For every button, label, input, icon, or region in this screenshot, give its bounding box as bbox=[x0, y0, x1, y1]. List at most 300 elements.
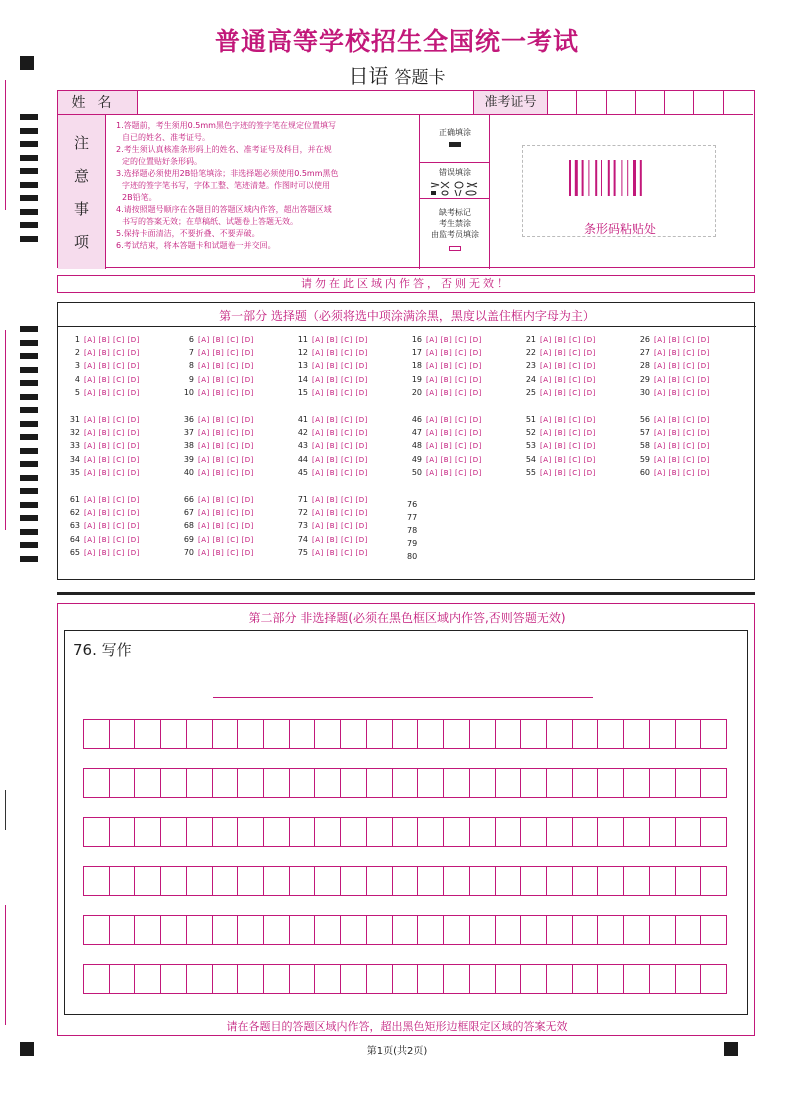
choice-question[interactable] bbox=[66, 468, 140, 477]
answer-options[interactable]: [A] [B] [C] [D] bbox=[654, 388, 710, 397]
writing-grid-cell[interactable] bbox=[521, 720, 547, 748]
answer-options[interactable]: [A] [B] [C] [D] bbox=[540, 416, 596, 424]
writing-grid-cell[interactable] bbox=[84, 720, 110, 748]
choice-question[interactable] bbox=[66, 548, 140, 557]
writing-grid-cell[interactable] bbox=[598, 867, 624, 895]
choice-question[interactable] bbox=[294, 388, 368, 397]
writing-grid-cell[interactable] bbox=[573, 769, 599, 797]
writing-grid-cell[interactable] bbox=[84, 818, 110, 846]
choice-question[interactable] bbox=[522, 388, 596, 397]
choice-question[interactable] bbox=[180, 428, 254, 437]
answer-options[interactable]: [A] [B] [C] [D] bbox=[654, 429, 710, 438]
answer-options[interactable]: [A] [B] [C] [D] bbox=[198, 496, 254, 504]
choice-question[interactable] bbox=[180, 361, 254, 370]
choice-question[interactable] bbox=[180, 348, 254, 357]
choice-question[interactable] bbox=[636, 388, 710, 397]
choice-question[interactable] bbox=[636, 415, 710, 424]
writing-grid-cell[interactable] bbox=[290, 965, 316, 993]
answer-options[interactable]: [A] [B] [C] [D] bbox=[426, 388, 482, 397]
answer-options[interactable]: [A] [B] [C] [D] bbox=[540, 336, 596, 344]
choice-question[interactable] bbox=[408, 441, 482, 450]
answer-options[interactable]: [A] [B] [C] [D] bbox=[198, 349, 254, 358]
writing-grid-cell[interactable] bbox=[470, 916, 496, 944]
writing-grid-cell[interactable] bbox=[238, 965, 264, 993]
writing-grid-cell[interactable] bbox=[315, 720, 341, 748]
writing-grid-cell[interactable] bbox=[496, 720, 522, 748]
writing-grid-cell[interactable] bbox=[135, 867, 161, 895]
choice-question[interactable] bbox=[522, 415, 596, 424]
writing-grid-cell[interactable] bbox=[110, 916, 136, 944]
answer-options[interactable]: [A] [B] [C] [D] bbox=[198, 336, 254, 344]
choice-question[interactable] bbox=[66, 415, 140, 424]
writing-grid-cell[interactable] bbox=[418, 867, 444, 895]
choice-question[interactable] bbox=[180, 521, 254, 530]
writing-grid-cell[interactable] bbox=[135, 720, 161, 748]
writing-grid-cell[interactable] bbox=[110, 720, 136, 748]
writing-grid-cell[interactable] bbox=[470, 720, 496, 748]
answer-options[interactable]: [A] [B] [C] [D] bbox=[426, 468, 482, 477]
writing-grid-cell[interactable] bbox=[496, 916, 522, 944]
choice-question[interactable] bbox=[66, 535, 140, 544]
answer-options[interactable]: [A] [B] [C] [D] bbox=[426, 336, 482, 344]
writing-grid-cell[interactable] bbox=[84, 965, 110, 993]
choice-question[interactable] bbox=[408, 415, 482, 424]
answer-options[interactable]: [A] [B] [C] [D] bbox=[84, 522, 140, 531]
choice-question[interactable] bbox=[66, 428, 140, 437]
choice-question[interactable] bbox=[180, 495, 254, 504]
writing-grid-cell[interactable] bbox=[135, 965, 161, 993]
answer-options[interactable]: [A] [B] [C] [D] bbox=[198, 535, 254, 544]
choice-question[interactable] bbox=[66, 361, 140, 370]
writing-grid-cell[interactable] bbox=[573, 818, 599, 846]
writing-grid-cell[interactable] bbox=[598, 818, 624, 846]
writing-grid-cell[interactable] bbox=[624, 916, 650, 944]
writing-grid-cell[interactable] bbox=[496, 867, 522, 895]
answer-options[interactable]: [A] [B] [C] [D] bbox=[654, 362, 710, 371]
writing-grid-cell[interactable] bbox=[418, 818, 444, 846]
answer-options[interactable]: [A] [B] [C] [D] bbox=[84, 336, 140, 344]
answer-options[interactable]: [A] [B] [C] [D] bbox=[198, 468, 254, 477]
writing-grid-cell[interactable] bbox=[547, 867, 573, 895]
writing-grid-cell[interactable] bbox=[341, 720, 367, 748]
choice-question[interactable] bbox=[408, 455, 482, 464]
writing-grid-cell[interactable] bbox=[341, 916, 367, 944]
answer-options[interactable]: [A] [B] [C] [D] bbox=[540, 362, 596, 371]
writing-grid-cell[interactable] bbox=[444, 769, 470, 797]
writing-grid-cell[interactable] bbox=[496, 965, 522, 993]
choice-question[interactable] bbox=[408, 361, 482, 370]
answer-options[interactable]: [A] [B] [C] [D] bbox=[312, 468, 368, 477]
writing-grid-cell[interactable] bbox=[598, 916, 624, 944]
choice-question[interactable] bbox=[180, 388, 254, 397]
answer-options[interactable]: [A] [B] [C] [D] bbox=[540, 442, 596, 451]
writing-grid-cell[interactable] bbox=[341, 818, 367, 846]
writing-grid-cell[interactable] bbox=[598, 965, 624, 993]
answer-options[interactable]: [A] [B] [C] [D] bbox=[426, 375, 482, 384]
writing-grid-cell[interactable] bbox=[650, 867, 676, 895]
writing-grid-cell[interactable] bbox=[624, 769, 650, 797]
choice-question[interactable] bbox=[180, 441, 254, 450]
writing-grid-cell[interactable] bbox=[110, 769, 136, 797]
writing-grid-cell[interactable] bbox=[521, 818, 547, 846]
answer-options[interactable]: [A] [B] [C] [D] bbox=[198, 388, 254, 397]
writing-grid-cell[interactable] bbox=[547, 916, 573, 944]
writing-grid-cell[interactable] bbox=[701, 769, 726, 797]
writing-grid-cell[interactable] bbox=[161, 769, 187, 797]
writing-grid-cell[interactable] bbox=[238, 916, 264, 944]
writing-grid-cell[interactable] bbox=[161, 867, 187, 895]
writing-grid-cell[interactable] bbox=[213, 965, 239, 993]
writing-grid-cell[interactable] bbox=[624, 867, 650, 895]
writing-grid-cell[interactable] bbox=[238, 867, 264, 895]
writing-grid-cell[interactable] bbox=[213, 867, 239, 895]
answer-options[interactable]: [A] [B] [C] [D] bbox=[312, 522, 368, 531]
writing-grid-cell[interactable] bbox=[470, 965, 496, 993]
writing-grid-cell[interactable] bbox=[110, 818, 136, 846]
answer-options[interactable]: [A] [B] [C] [D] bbox=[198, 548, 254, 557]
absent-checkbox[interactable] bbox=[449, 246, 461, 251]
answer-options[interactable]: [A] [B] [C] [D] bbox=[426, 362, 482, 371]
writing-grid-cell[interactable] bbox=[161, 916, 187, 944]
writing-grid-cell[interactable] bbox=[496, 818, 522, 846]
writing-grid-cell[interactable] bbox=[161, 720, 187, 748]
choice-question[interactable] bbox=[66, 388, 140, 397]
writing-grid-cell[interactable] bbox=[84, 769, 110, 797]
writing-grid-cell[interactable] bbox=[650, 769, 676, 797]
choice-question[interactable] bbox=[294, 375, 368, 384]
writing-grid-cell[interactable] bbox=[444, 720, 470, 748]
exam-number-box[interactable] bbox=[577, 91, 606, 115]
writing-grid-cell[interactable] bbox=[264, 916, 290, 944]
writing-grid-cell[interactable] bbox=[315, 867, 341, 895]
writing-grid-row[interactable] bbox=[83, 964, 727, 994]
writing-grid-cell[interactable] bbox=[238, 818, 264, 846]
writing-grid-cell[interactable] bbox=[418, 965, 444, 993]
exam-number-box[interactable] bbox=[548, 91, 577, 115]
choice-question[interactable] bbox=[66, 348, 140, 357]
choice-question[interactable] bbox=[294, 455, 368, 464]
choice-question[interactable] bbox=[180, 468, 254, 477]
writing-grid-cell[interactable] bbox=[650, 720, 676, 748]
choice-question[interactable] bbox=[66, 521, 140, 530]
writing-grid-cell[interactable] bbox=[573, 867, 599, 895]
exam-number-box[interactable] bbox=[724, 91, 753, 115]
writing-grid-cell[interactable] bbox=[213, 769, 239, 797]
choice-question[interactable] bbox=[636, 335, 710, 344]
answer-options[interactable]: [A] [B] [C] [D] bbox=[540, 468, 596, 477]
choice-question[interactable] bbox=[522, 441, 596, 450]
answer-options[interactable]: [A] [B] [C] [D] bbox=[654, 416, 710, 424]
answer-options[interactable]: [A] [B] [C] [D] bbox=[198, 509, 254, 518]
writing-grid-cell[interactable] bbox=[393, 965, 419, 993]
writing-grid-cell[interactable] bbox=[573, 916, 599, 944]
choice-question[interactable] bbox=[180, 455, 254, 464]
choice-question[interactable] bbox=[636, 348, 710, 357]
answer-options[interactable]: [A] [B] [C] [D] bbox=[540, 349, 596, 358]
writing-grid-cell[interactable] bbox=[418, 769, 444, 797]
answer-options[interactable]: [A] [B] [C] [D] bbox=[84, 349, 140, 358]
writing-grid-cell[interactable] bbox=[315, 769, 341, 797]
essay-title-line[interactable] bbox=[213, 697, 593, 698]
writing-grid-cell[interactable] bbox=[676, 818, 702, 846]
choice-question[interactable] bbox=[522, 375, 596, 384]
choice-question[interactable] bbox=[522, 428, 596, 437]
writing-grid-cell[interactable] bbox=[341, 769, 367, 797]
exam-number-box[interactable] bbox=[607, 91, 636, 115]
writing-grid-cell[interactable] bbox=[650, 818, 676, 846]
writing-grid-cell[interactable] bbox=[264, 769, 290, 797]
choice-question[interactable] bbox=[66, 508, 140, 517]
writing-grid-cell[interactable] bbox=[264, 818, 290, 846]
writing-grid-cell[interactable] bbox=[290, 818, 316, 846]
answer-options[interactable]: [A] [B] [C] [D] bbox=[198, 455, 254, 464]
answer-options[interactable]: [A] [B] [C] [D] bbox=[198, 429, 254, 438]
writing-grid-cell[interactable] bbox=[444, 965, 470, 993]
answer-options[interactable]: [A] [B] [C] [D] bbox=[426, 442, 482, 451]
writing-grid-cell[interactable] bbox=[264, 965, 290, 993]
choice-question[interactable] bbox=[522, 455, 596, 464]
writing-grid-cell[interactable] bbox=[187, 769, 213, 797]
answer-options[interactable]: [A] [B] [C] [D] bbox=[84, 455, 140, 464]
writing-grid-cell[interactable] bbox=[701, 720, 726, 748]
writing-grid-cell[interactable] bbox=[598, 769, 624, 797]
answer-options[interactable]: [A] [B] [C] [D] bbox=[654, 336, 710, 344]
writing-grid-cell[interactable] bbox=[624, 965, 650, 993]
choice-question[interactable] bbox=[636, 375, 710, 384]
writing-grid-cell[interactable] bbox=[161, 965, 187, 993]
writing-grid-cell[interactable] bbox=[547, 965, 573, 993]
answer-options[interactable]: [A] [B] [C] [D] bbox=[84, 388, 140, 397]
choice-question[interactable] bbox=[294, 548, 368, 557]
answer-options[interactable]: [A] [B] [C] [D] bbox=[654, 455, 710, 464]
writing-grid-row[interactable] bbox=[83, 817, 727, 847]
writing-grid-cell[interactable] bbox=[701, 818, 726, 846]
writing-grid-cell[interactable] bbox=[444, 916, 470, 944]
choice-question[interactable] bbox=[408, 468, 482, 477]
choice-question[interactable] bbox=[636, 361, 710, 370]
answer-options[interactable]: [A] [B] [C] [D] bbox=[84, 496, 140, 504]
answer-options[interactable]: [A] [B] [C] [D] bbox=[426, 416, 482, 424]
answer-options[interactable]: [A] [B] [C] [D] bbox=[654, 349, 710, 358]
writing-grid-cell[interactable] bbox=[367, 720, 393, 748]
writing-grid-cell[interactable] bbox=[264, 867, 290, 895]
writing-grid-cell[interactable] bbox=[650, 916, 676, 944]
writing-grid-cell[interactable] bbox=[470, 818, 496, 846]
writing-grid-cell[interactable] bbox=[547, 720, 573, 748]
answer-options[interactable]: [A] [B] [C] [D] bbox=[312, 429, 368, 438]
writing-grid-cell[interactable] bbox=[238, 720, 264, 748]
answer-options[interactable]: [A] [B] [C] [D] bbox=[426, 455, 482, 464]
writing-grid-cell[interactable] bbox=[547, 818, 573, 846]
writing-grid-row[interactable] bbox=[83, 915, 727, 945]
writing-grid-cell[interactable] bbox=[393, 769, 419, 797]
answer-options[interactable]: [A] [B] [C] [D] bbox=[426, 429, 482, 438]
choice-question[interactable] bbox=[522, 468, 596, 477]
writing-grid-cell[interactable] bbox=[238, 769, 264, 797]
answer-options[interactable]: [A] [B] [C] [D] bbox=[84, 362, 140, 371]
answer-options[interactable]: [A] [B] [C] [D] bbox=[84, 535, 140, 544]
choice-question[interactable] bbox=[66, 375, 140, 384]
writing-grid-cell[interactable] bbox=[470, 867, 496, 895]
writing-grid-cell[interactable] bbox=[393, 867, 419, 895]
answer-options[interactable]: [A] [B] [C] [D] bbox=[540, 429, 596, 438]
writing-grid-cell[interactable] bbox=[496, 769, 522, 797]
writing-grid-cell[interactable] bbox=[701, 965, 726, 993]
writing-grid-cell[interactable] bbox=[418, 916, 444, 944]
writing-grid-cell[interactable] bbox=[161, 818, 187, 846]
choice-question[interactable] bbox=[294, 495, 368, 504]
choice-question[interactable] bbox=[180, 335, 254, 344]
writing-grid-cell[interactable] bbox=[701, 867, 726, 895]
writing-grid-cell[interactable] bbox=[624, 818, 650, 846]
writing-grid-cell[interactable] bbox=[84, 867, 110, 895]
writing-grid-cell[interactable] bbox=[676, 916, 702, 944]
choice-question[interactable] bbox=[636, 455, 710, 464]
writing-grid-cell[interactable] bbox=[187, 916, 213, 944]
writing-grid-row[interactable] bbox=[83, 866, 727, 896]
writing-grid-cell[interactable] bbox=[315, 818, 341, 846]
answer-options[interactable]: [A] [B] [C] [D] bbox=[312, 336, 368, 344]
answer-options[interactable]: [A] [B] [C] [D] bbox=[312, 375, 368, 384]
answer-options[interactable]: [A] [B] [C] [D] bbox=[84, 416, 140, 424]
choice-question[interactable] bbox=[522, 335, 596, 344]
answer-options[interactable]: [A] [B] [C] [D] bbox=[84, 548, 140, 557]
writing-grid-row[interactable] bbox=[83, 768, 727, 798]
writing-grid-cell[interactable] bbox=[213, 916, 239, 944]
answer-options[interactable]: [A] [B] [C] [D] bbox=[312, 416, 368, 424]
choice-question[interactable] bbox=[294, 348, 368, 357]
writing-grid-cell[interactable] bbox=[676, 720, 702, 748]
choice-question[interactable] bbox=[408, 335, 482, 344]
writing-grid-cell[interactable] bbox=[367, 818, 393, 846]
writing-grid-cell[interactable] bbox=[290, 769, 316, 797]
answer-options[interactable]: [A] [B] [C] [D] bbox=[84, 442, 140, 451]
choice-question[interactable] bbox=[408, 428, 482, 437]
writing-grid-cell[interactable] bbox=[213, 720, 239, 748]
choice-question[interactable] bbox=[180, 415, 254, 424]
writing-grid-cell[interactable] bbox=[393, 916, 419, 944]
answer-options[interactable]: [A] [B] [C] [D] bbox=[426, 349, 482, 358]
writing-grid-cell[interactable] bbox=[547, 769, 573, 797]
choice-question[interactable] bbox=[294, 428, 368, 437]
answer-options[interactable]: [A] [B] [C] [D] bbox=[654, 442, 710, 451]
answer-options[interactable]: [A] [B] [C] [D] bbox=[540, 375, 596, 384]
writing-grid-cell[interactable] bbox=[84, 916, 110, 944]
choice-question[interactable] bbox=[408, 375, 482, 384]
writing-grid-cell[interactable] bbox=[444, 818, 470, 846]
choice-question[interactable] bbox=[66, 455, 140, 464]
choice-question[interactable] bbox=[294, 508, 368, 517]
choice-question[interactable] bbox=[66, 441, 140, 450]
answer-options[interactable]: [A] [B] [C] [D] bbox=[654, 468, 710, 477]
choice-question[interactable] bbox=[636, 428, 710, 437]
choice-question[interactable] bbox=[294, 335, 368, 344]
choice-question[interactable] bbox=[522, 348, 596, 357]
choice-question[interactable] bbox=[294, 521, 368, 530]
writing-grid-cell[interactable] bbox=[367, 965, 393, 993]
writing-grid-cell[interactable] bbox=[676, 769, 702, 797]
answer-options[interactable]: [A] [B] [C] [D] bbox=[540, 388, 596, 397]
choice-question[interactable] bbox=[180, 548, 254, 557]
writing-grid-cell[interactable] bbox=[573, 965, 599, 993]
choice-question[interactable] bbox=[522, 361, 596, 370]
choice-question[interactable] bbox=[180, 375, 254, 384]
writing-grid-cell[interactable] bbox=[676, 867, 702, 895]
writing-grid-cell[interactable] bbox=[110, 965, 136, 993]
answer-options[interactable]: [A] [B] [C] [D] bbox=[312, 442, 368, 451]
writing-grid-cell[interactable] bbox=[110, 867, 136, 895]
choice-question[interactable] bbox=[636, 468, 710, 477]
writing-grid-cell[interactable] bbox=[290, 867, 316, 895]
answer-options[interactable]: [A] [B] [C] [D] bbox=[84, 375, 140, 384]
choice-question[interactable] bbox=[180, 508, 254, 517]
choice-question[interactable] bbox=[294, 415, 368, 424]
writing-answer-box[interactable] bbox=[64, 630, 748, 1015]
choice-question[interactable] bbox=[294, 468, 368, 477]
choice-question[interactable] bbox=[408, 388, 482, 397]
writing-grid-cell[interactable] bbox=[573, 720, 599, 748]
exam-number-box[interactable] bbox=[694, 91, 723, 115]
answer-options[interactable]: [A] [B] [C] [D] bbox=[312, 535, 368, 544]
writing-grid-cell[interactable] bbox=[624, 720, 650, 748]
name-field[interactable] bbox=[138, 91, 474, 115]
writing-grid-cell[interactable] bbox=[367, 916, 393, 944]
writing-grid-cell[interactable] bbox=[521, 867, 547, 895]
writing-grid-cell[interactable] bbox=[521, 769, 547, 797]
writing-grid-row[interactable] bbox=[83, 719, 727, 749]
writing-grid-cell[interactable] bbox=[187, 965, 213, 993]
answer-options[interactable]: [A] [B] [C] [D] bbox=[654, 375, 710, 384]
writing-grid-cell[interactable] bbox=[341, 867, 367, 895]
answer-options[interactable]: [A] [B] [C] [D] bbox=[312, 509, 368, 518]
writing-grid-cell[interactable] bbox=[135, 916, 161, 944]
answer-options[interactable]: [A] [B] [C] [D] bbox=[84, 509, 140, 518]
writing-grid-cell[interactable] bbox=[676, 965, 702, 993]
choice-question[interactable] bbox=[66, 335, 140, 344]
writing-grid-cell[interactable] bbox=[367, 769, 393, 797]
writing-grid-cell[interactable] bbox=[701, 916, 726, 944]
answer-options[interactable]: [A] [B] [C] [D] bbox=[312, 349, 368, 358]
writing-grid-cell[interactable] bbox=[393, 720, 419, 748]
choice-question[interactable] bbox=[636, 441, 710, 450]
answer-options[interactable]: [A] [B] [C] [D] bbox=[198, 522, 254, 531]
choice-question[interactable] bbox=[408, 348, 482, 357]
writing-grid-cell[interactable] bbox=[290, 916, 316, 944]
answer-options[interactable]: [A] [B] [C] [D] bbox=[312, 548, 368, 557]
writing-grid-cell[interactable] bbox=[598, 720, 624, 748]
answer-options[interactable]: [A] [B] [C] [D] bbox=[312, 388, 368, 397]
writing-grid-cell[interactable] bbox=[521, 965, 547, 993]
writing-grid-cell[interactable] bbox=[341, 965, 367, 993]
answer-options[interactable]: [A] [B] [C] [D] bbox=[312, 496, 368, 504]
choice-question[interactable] bbox=[294, 441, 368, 450]
answer-options[interactable]: [A] [B] [C] [D] bbox=[312, 362, 368, 371]
answer-options[interactable]: [A] [B] [C] [D] bbox=[312, 455, 368, 464]
exam-number-box[interactable] bbox=[636, 91, 665, 115]
exam-number-box[interactable] bbox=[665, 91, 694, 115]
writing-grid-cell[interactable] bbox=[521, 916, 547, 944]
writing-grid-cell[interactable] bbox=[315, 916, 341, 944]
answer-options[interactable]: [A] [B] [C] [D] bbox=[540, 455, 596, 464]
choice-question[interactable] bbox=[294, 361, 368, 370]
writing-grid-cell[interactable] bbox=[187, 818, 213, 846]
choice-question[interactable] bbox=[66, 495, 140, 504]
answer-options[interactable]: [A] [B] [C] [D] bbox=[198, 442, 254, 451]
answer-options[interactable]: [A] [B] [C] [D] bbox=[198, 375, 254, 384]
writing-grid-cell[interactable] bbox=[187, 867, 213, 895]
answer-options[interactable]: [A] [B] [C] [D] bbox=[84, 468, 140, 477]
writing-grid-cell[interactable] bbox=[470, 769, 496, 797]
